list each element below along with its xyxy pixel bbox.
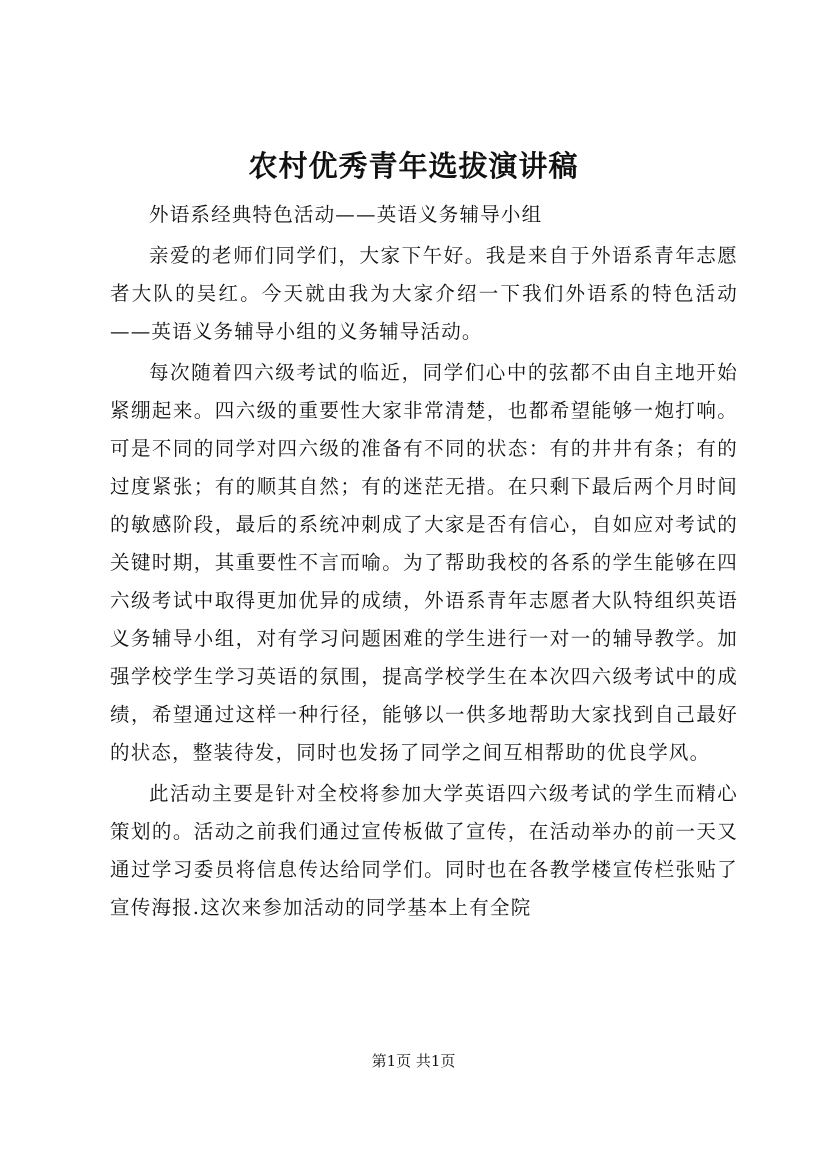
body-paragraph: 亲爱的老师们同学们，大家下午好。我是来自于外语系青年志愿者大队的吴红。今天就由我为大家介绍一下我们外语系的特色活动——英语义务辅导小组的义务辅导活动。 <box>110 244 738 343</box>
subtitle-paragraph: 外语系经典特色活动——英语义务辅导小组 <box>149 203 543 226</box>
body-paragraph: 每次随着四六级考试的临近，同学们心中的弦都不由自主地开始紧绷起来。四六级的重要性大家非常清楚，也都希望能够一炮打响。可是不同的同学对四六级的准备有不同的状态：有的井井有条；有的过度紧张；有的顺其自然；有的迷茫无措。在只剩下最后两个月时间的敏感阶段，最后的系统冲刺成了大家是否有信心，自如应对考试的关键时期，其重要性不言而喻。为了帮助我校的各系的学生能够在四六级考试中取得更加优异的成绩，外语系青年志愿者大队特组织英语义务辅导小组，对有学习问题困难的学生进行一对一的辅导教学。加强学校学生学习英语的氛围，提高学校学生在本次四六级考试中的成绩，希望通过这样一种行径，能够以一供多地帮助大家找到自己最好的状态，整装待发，同时也发扬了同学之间互相帮助的优良学风。 <box>110 361 738 764</box>
document-body <box>110 196 738 927</box>
page-number-footer: 第1页 共1页 <box>371 1052 456 1070</box>
document-title: 农村优秀青年选拔演讲稿 <box>248 149 579 183</box>
body-paragraph: 此活动主要是针对全校将参加大学英语四六级考试的学生而精心策划的。活动之前我们通过宣传板做了宣传，在活动举办的前一天又通过学习委员将信息传达给同学们。同时也在各教学楼宣传栏张贴了宣传海报.这次来参加活动的同学基本上有全院 <box>110 782 738 919</box>
